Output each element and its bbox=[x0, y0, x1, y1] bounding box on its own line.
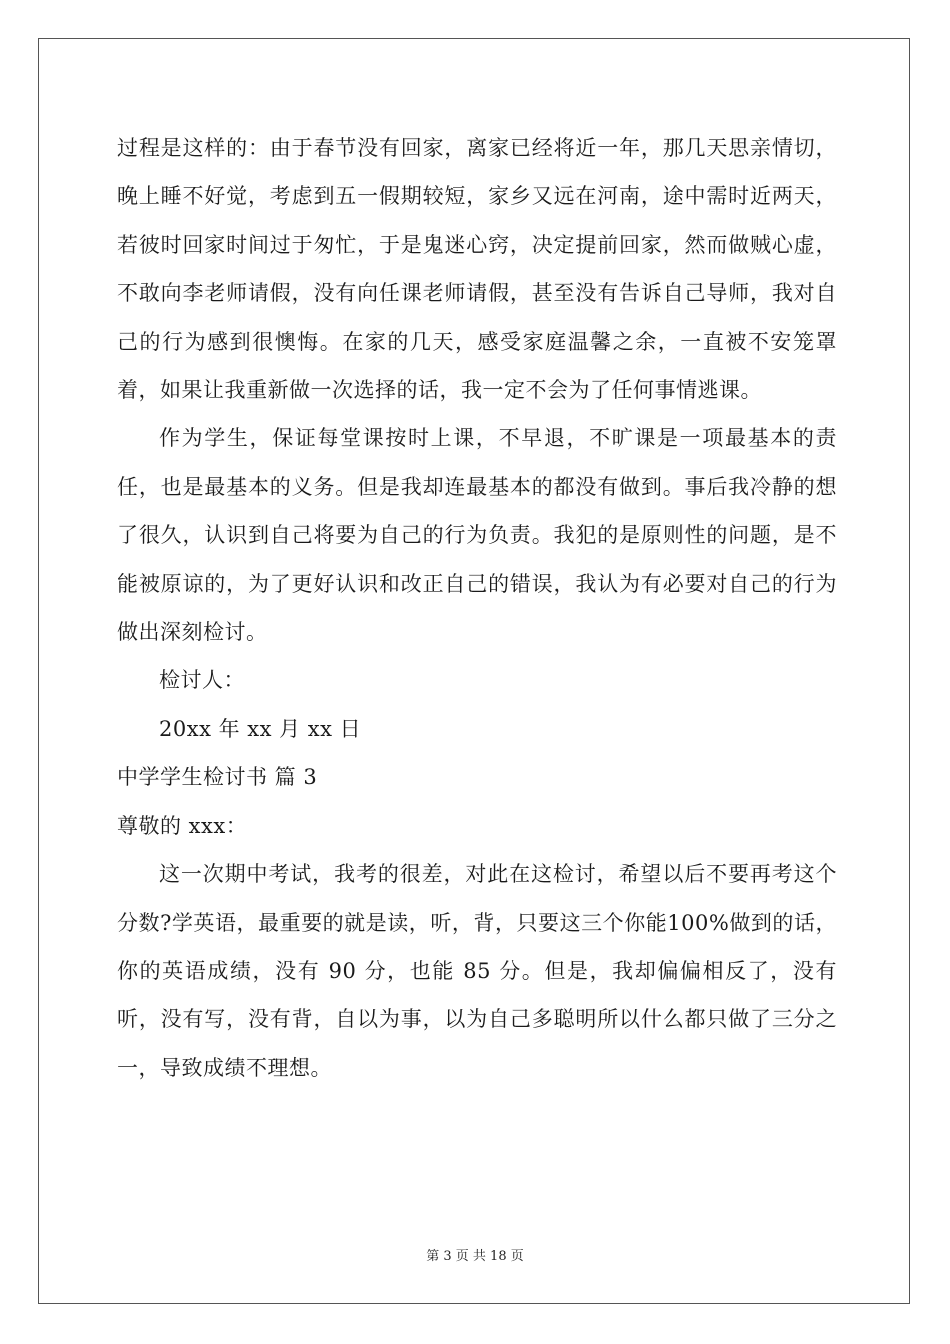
date-line: 20xx 年 xx 月 xx 日 bbox=[159, 716, 362, 741]
paragraph-exam: 这一次期中考试，我考的很差，对此在这检讨，希望以后不要再考这个分数?学英语，最重要的就是读，听，背，只要这三个你能100%做到的话，你的英语成绩，没有 90 分，也能 85 分。但是，我却偏偏相反了，没有听，没有写，没有背，自以为事，以为自己多聪明所以什么都只做了三分之一，导致成绩不理想。 bbox=[117, 862, 837, 1080]
salutation: 尊敬的 xxx： bbox=[117, 813, 248, 838]
document-body bbox=[117, 124, 837, 1092]
signature-label: 检讨人： bbox=[159, 668, 245, 693]
paragraph-responsibility: 作为学生，保证每堂课按时上课，不早退，不旷课是一项最基本的责任，也是最基本的义务。但是我却连最基本的都没有做到。事后我冷静的想了很久，认识到自己将要为自己的行为负责。我犯的是原则性的问题，是不能被原谅的，为了更好认识和改正自己的错误，我认为有必要对自己的行为做出深刻检讨。 bbox=[117, 426, 837, 645]
page-footer: 第 3 页 共 18 页 bbox=[426, 1249, 524, 1264]
section-heading: 中学学生检讨书 篇 3 bbox=[117, 765, 318, 790]
paragraph-reason: 过程是这样的：由于春节没有回家，离家已经将近一年，那几天思亲情切，晚上睡不好觉，考虑到五一假期较短，家乡又远在河南，途中需时近两天，若彼时回家时间过于匆忙，于是鬼迷心窍，决定提前回家，然而做贼心虚，不敢向李老师请假，没有向任课老师请假，甚至没有告诉自己导师，我对自己的行为感到很懊悔。在家的几天，感受家庭温馨之余，一直被不安笼罩着，如果让我重新做一次选择的话，我一定不会为了任何事情逃课。 bbox=[117, 136, 837, 403]
